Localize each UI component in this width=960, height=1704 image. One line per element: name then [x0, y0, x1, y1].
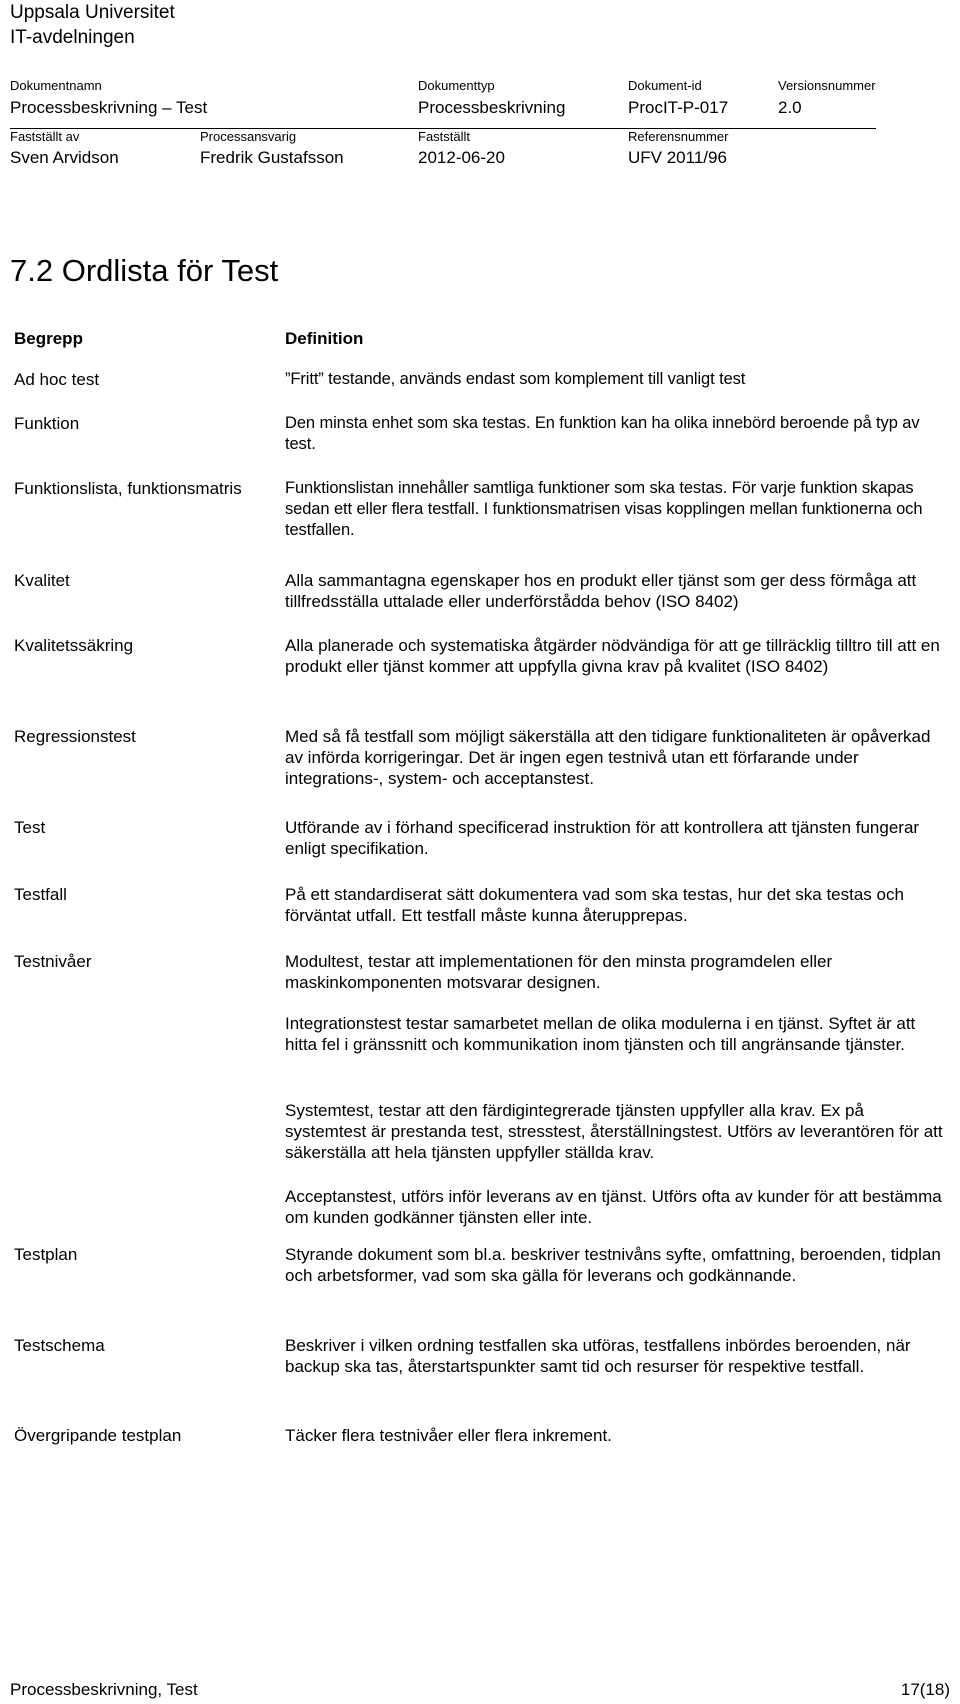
glossary-definition: Alla sammantagna egenskaper hos en produkt eller tjänst som ger dess förmåga att tillfredsställa uttalade eller underförstådda behov (ISO 8402)	[285, 571, 917, 611]
meta-value-faststallt-av: Sven Arvidson	[10, 148, 119, 167]
footer-document-name: Processbeskrivning, Test	[10, 1680, 198, 1699]
glossary-definition: Acceptanstest, utförs inför leverans av en tjänst. Utförs ofta av kunder för att bestämma om kunden godkänner tjänsten eller inte.	[285, 1187, 942, 1227]
glossary-definition: Täcker flera testnivåer eller flera inkrement.	[285, 1426, 612, 1445]
meta-value-referensnummer: UFV 2011/96	[628, 148, 727, 167]
meta-label-dokumenttyp: Dokumenttyp	[418, 78, 495, 93]
glossary-term: Kvalitet	[14, 571, 70, 590]
glossary-definition: Systemtest, testar att den färdigintegrerade tjänsten uppfyller alla krav. Ex på systemtest är prestanda test, stresstest, återställningstest. Utförs av leverantören för att säkerställa att hela tjänsten uppfyller ställda krav.	[285, 1101, 943, 1162]
glossary-definition: På ett standardiserat sätt dokumentera vad som ska testas, hur det ska testas och förväntat utfall. Ett testfall måste kunna återupprepas.	[285, 885, 904, 925]
glossary-term: Kvalitetssäkring	[14, 636, 134, 655]
glossary-term: Funktion	[14, 414, 80, 433]
meta-label-processansvarig: Processansvarig	[200, 128, 418, 148]
meta-label-faststallt-av: Fastställt av	[10, 128, 200, 148]
page-footer	[10, 1680, 950, 1700]
glossary-term: Funktionslista, funktionsmatris	[14, 479, 242, 498]
glossary-definition: Med så få testfall som möjligt säkerställa att den tidigare funktionaliteten är opåverkad av införda korrigeringar. Det är ingen egen testnivå utan ett förfarande under integrations-, system- och acceptanstest.	[285, 727, 931, 788]
org-line-department: IT-avdelningen	[10, 27, 135, 48]
column-header-term: Begrepp	[14, 329, 83, 348]
glossary-definition: Integrationstest testar samarbetet mellan de olika modulerna i en tjänst. Syftet är att hitta fel i gränssnitt och kommunikation inom tjänsten och till angränsande tjänster.	[285, 1014, 916, 1054]
glossary-term: Testplan	[14, 1245, 78, 1264]
meta-value-faststallt: 2012-06-20	[418, 148, 505, 167]
meta-value-versionsnummer: 2.0	[778, 98, 802, 117]
glossary-term: Övergripande testplan	[14, 1426, 182, 1445]
meta-value-dokument-id: ProcIT-P-017	[628, 98, 729, 117]
glossary-term: Testnivåer	[14, 952, 92, 971]
meta-label-faststallt: Fastställt	[418, 128, 628, 148]
meta-label-referensnummer: Referensnummer	[628, 128, 876, 148]
page-number: 17(18)	[900, 1680, 950, 1699]
meta-label-dokumentnamn: Dokumentnamn	[10, 78, 102, 93]
glossary-definition: Funktionslistan innehåller samtliga funktioner som ska testas. För varje funktion skapas sedan ett eller flera testfall. I funktionsmatrisen visas kopplingen mellan funktionerna och testfallen.	[285, 479, 923, 539]
column-header-definition: Definition	[285, 329, 364, 348]
glossary-definition: Den minsta enhet som ska testas. En funktion kan ha olika innebörd beroende på typ av test.	[285, 414, 920, 453]
glossary-definition: Beskriver i vilken ordning testfallen ska utföras, testfallens inbördes beroenden, när backup ska tas, återstartspunkter samt tid och resurser för respektive testfall.	[285, 1336, 911, 1376]
meta-value-dokumentnamn: Processbeskrivning – Test	[10, 98, 208, 117]
meta-label-dokument-id: Dokument-id	[628, 78, 702, 93]
glossary-term: Regressionstest	[14, 727, 136, 746]
glossary-term: Testfall	[14, 885, 67, 904]
glossary-term: Ad hoc test	[14, 370, 100, 389]
document-meta-table	[10, 78, 876, 178]
glossary-definition: Utförande av i förhand specificerad instruktion för att kontrollera att tjänsten fungerar enligt specifikation.	[285, 818, 920, 858]
glossary-definition: Modultest, testar att implementationen för den minsta programdelen eller maskinkomponenten motsvarar designen.	[285, 952, 833, 992]
glossary-definition: Alla planerade och systematiska åtgärder nödvändiga för att ge tillräcklig tilltro till att en produkt eller tjänst kommer att uppfylla givna krav på kvalitet (ISO 8402)	[285, 636, 940, 676]
organization-header	[10, 0, 175, 50]
glossary-definition: ”Fritt” testande, används endast som komplement till vanligt test	[285, 370, 746, 388]
glossary-term: Testschema	[14, 1336, 105, 1355]
meta-value-dokumenttyp: Processbeskrivning	[418, 98, 566, 117]
glossary-term: Test	[14, 818, 46, 837]
glossary-definition: Styrande dokument som bl.a. beskriver testnivåns syfte, omfattning, beroenden, tidplan och arbetsformer, vad som ska gälla för leverans och godkännande.	[285, 1245, 941, 1285]
meta-value-processansvarig: Fredrik Gustafsson	[200, 148, 344, 167]
org-line-university: Uppsala Universitet	[10, 2, 175, 23]
section-title: 7.2 Ordlista för Test	[10, 253, 279, 288]
meta-label-versionsnummer: Versionsnummer	[778, 78, 876, 93]
